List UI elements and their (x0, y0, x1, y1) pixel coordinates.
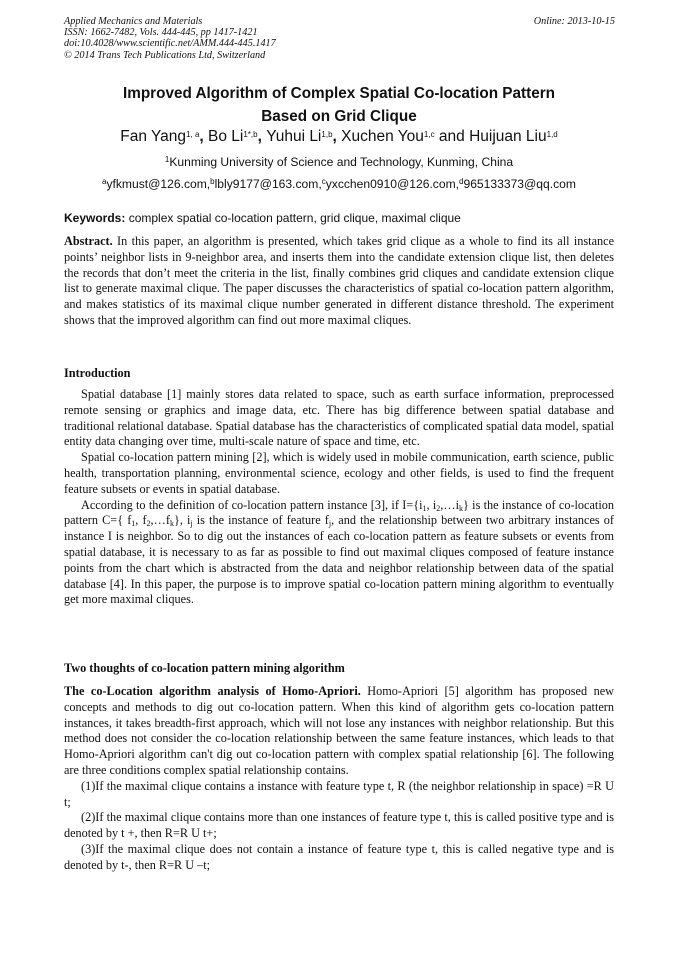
email-sup: d (459, 177, 464, 186)
author-name: Huijuan Liu (469, 128, 547, 145)
section-heading-introduction: Introduction (64, 366, 131, 380)
paragraph: According to the definition of co-location pattern instance [3], if $I=\{i_1$, $i_2,\dots i_k$} is the instance of co-location pattern C={ $f_1$, $f_2,\dots f_k$}, $i_j$ is the instance of feature $f_j$, and the relationship between two arbitrary instances of instance I is neighbor. So to dig out the instances of each co-location pattern as feature subsets or events from spatial database, it is necessary to as far as possible to find out maximal cliques composed of feature instance points from the chart which is abstracted from the data and neighbor relationship between data of the spatial database [4]. In this paper, the purpose is to improve spatial co-location pattern mining algorithm to eventually get more maximal cliques. (64, 497, 614, 607)
email-sup: c (321, 177, 326, 186)
affiliation (64, 155, 614, 170)
email-address[interactable]: 965133373@qq.com (463, 177, 576, 191)
abstract (64, 234, 614, 329)
journal-header (64, 16, 276, 61)
abstract-text: In this paper, an algorithm is presented, which takes grid clique as a whole to find its all instance points’ neighbor lists in 9-neighbor area, and inserts them into the candidate extension clique list, then deletes the records that don’t meet the criteria in the list, finally combines grid cliques and candidate extension clique list to generate maximal clique. The paper discusses the characteristics of spatial co-location pattern algorithm, and makes statistics of its maximal clique number generated in different distance threshold. The experiment shows that the improved algorithm can find out more maximal cliques. (64, 234, 615, 327)
abstract-label: Abstract. (64, 234, 113, 248)
paper-title (64, 82, 614, 128)
author-list: Fan Yang$^{1, a}$, Bo $Li^{1*,b}$, Yuhui Li$^{1,b}$, Xuchen You$^{1,c}$ and Huijuan Liu$^{1,d}$ (120, 128, 558, 145)
email-list: $^a$yfkmust@126.com,$^b$lbly9177@163.com,$^c$yxcchen0910@126.com,$^d$965133373@qq.com (102, 177, 576, 191)
author-name: Fan Yang (120, 128, 187, 145)
journal-name: Applied Mechanics and Materials (64, 16, 203, 27)
section-two-body (64, 684, 614, 874)
email-sup: a (102, 177, 107, 186)
subsection-lead: The co-Location algorithm analysis of Homo-Apriori. (64, 684, 361, 698)
paragraph: Spatial database [1] mainly stores data related to space, such as earth surface information, preprocessed remote sensing or graphics and image data, etc. There has big difference between spatial database and traditional relational database. Spatial database has the characteristics of complicated spatial data model, spatial entity data changing over time, multi-scale nature of space and time, etc. (64, 387, 614, 449)
email-address[interactable]: yxcchen0910@126.com (325, 177, 456, 191)
doi-line: doi:10.4028/www.scientific.net/AMM.444-445.1417 (64, 38, 276, 50)
author-sup: 1, a (186, 130, 200, 139)
condition-item: (1)If the maximal clique contains a instance with feature type t, R (the neighbor relationship in space) =R U t; (64, 778, 614, 809)
author-sup: 1*,b (243, 130, 258, 139)
keywords-label: Keywords: (64, 211, 126, 225)
paragraph: The co-Location algorithm analysis of Homo-Apriori. Homo-Apriori [5] algorithm has proposed new concepts and methods to dig out co-location pattern. When this kind of algorithm gets co-location pattern instances, it takes breadth-first approach, which will not lose any instances with neighbor relationship. But this method does not consider the co-location relationship between the same feature instances, which leads to that Homo-Apriori algorithm can't dig out co-location pattern with complex spatial relationship [6]. The following are three conditions complex spatial relationship contains. (64, 684, 614, 777)
email-sup: b (210, 177, 215, 186)
condition-item: (3)If the maximal clique does not contain a instance of feature type t, this is called negative type and is denoted by t-, then R=R U –t; (64, 841, 614, 872)
introduction-body (64, 387, 614, 608)
online-date: Online: 2013-10-15 (533, 16, 615, 27)
email-address[interactable]: yfkmust@126.com (106, 177, 207, 191)
author-name: Yuhui Li (266, 128, 322, 145)
condition-item: (2)If the maximal clique contains more than one instances of feature type t, this is called positive type and is denoted by t +, then R=R U t+; (64, 810, 614, 841)
author-sup: 1,d (546, 130, 558, 139)
keywords (64, 211, 614, 226)
author-name: Bo Li (208, 128, 244, 145)
section-heading-two-thoughts: Two thoughts of co-location pattern mining algorithm (64, 661, 345, 675)
author-sup: 1,b (321, 130, 333, 139)
copyright-line: © 2014 Trans Tech Publications Ltd, Switzerland (64, 49, 266, 61)
keywords-text: complex spatial co-location pattern, grid clique, maximal clique (128, 211, 461, 225)
title-line-2: Based on Grid Clique (261, 108, 417, 125)
affiliation-text: Kunming University of Science and Technology, Kunming, China (169, 155, 514, 169)
email-address[interactable]: lbly9177@163.com (214, 177, 319, 191)
author-name: Xuchen You (341, 128, 424, 145)
author-sup: 1,c (423, 130, 435, 139)
paragraph: Spatial co-location pattern mining [2], which is widely used in mobile communication, earth science, public health, transportation planning, environmental science, ecology and other fields, is used to find the frequent feature subsets or events in spatial database. (64, 450, 614, 496)
title-line-1: Improved Algorithm of Complex Spatial Co-location Pattern (122, 85, 556, 102)
issn-line: ISSN: 1662-7482, Vols. 444-445, pp 1417-1421 (64, 27, 258, 39)
affiliation-sup: 1 (164, 155, 170, 164)
